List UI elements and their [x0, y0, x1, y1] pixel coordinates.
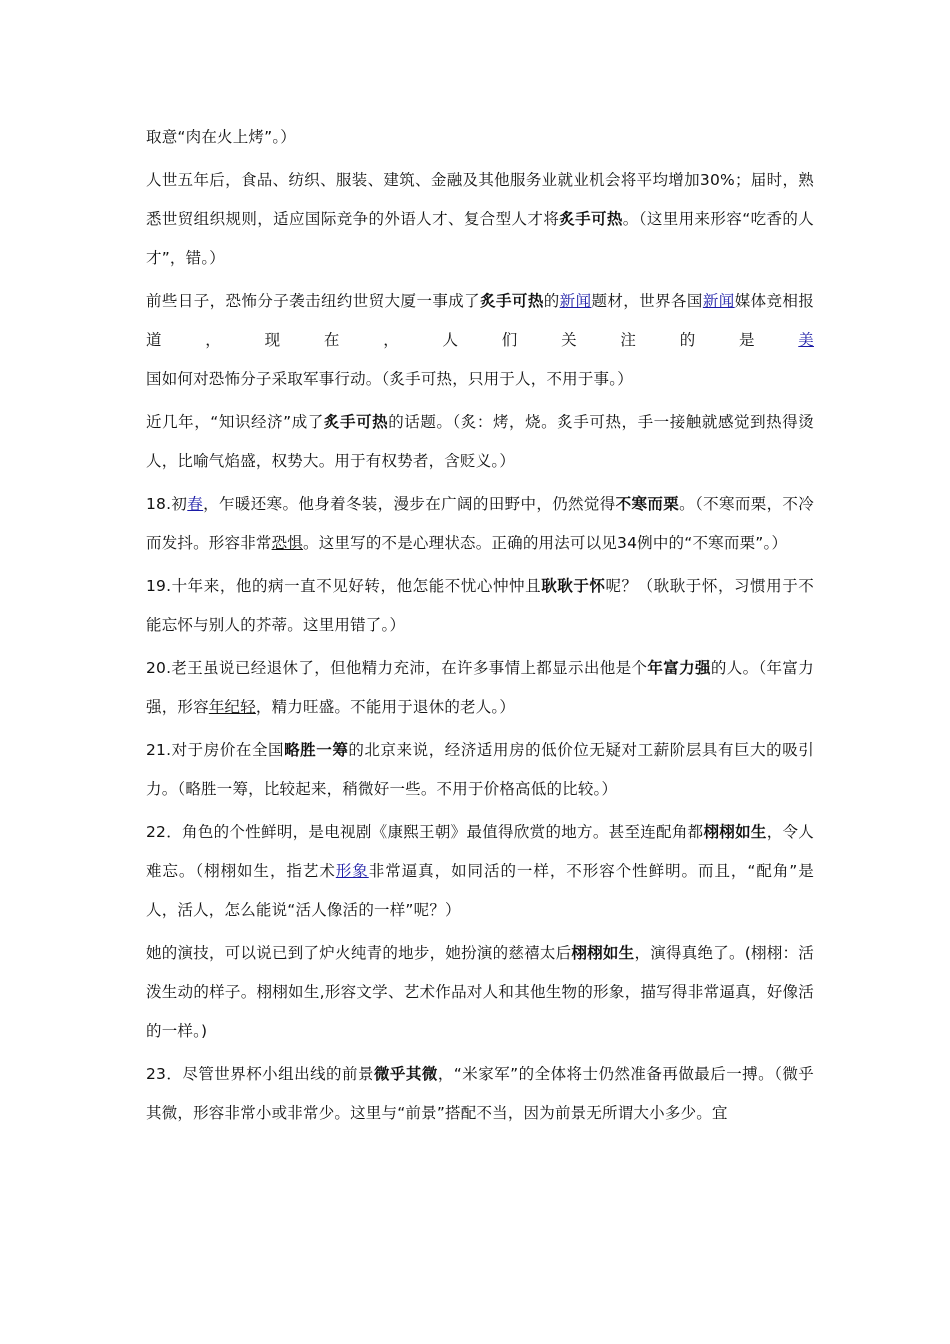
text-run: 。（不寒而栗，不冷而发抖。形容非常 [146, 495, 814, 552]
text-run: 非常逼真，如同活的一样，不形容个性鲜明。而且，“配角”是人，活人，怎么能说“活人像活的一样”呢？） [146, 862, 815, 919]
highlighted-idiom: 栩栩如生 [571, 944, 635, 962]
text-run: 的话题。（炙：烤，烧。炙手可热，手一接触就感觉到热得烫人，比喻气焰盛，权势大。用于有权势者，含贬义。） [146, 413, 815, 470]
text-run: ，令人难忘。（栩栩如生，指艺术 [146, 823, 814, 880]
paragraph [146, 813, 814, 930]
text-run: 呢？（耿耿于怀，习惯用于不能忘怀与别人的芥蒂。这里用错了。） [146, 577, 814, 634]
text-run: 的人。（年富力强，形容 [146, 659, 814, 716]
hyperlink[interactable]: 形象 [335, 862, 369, 880]
text-run: 23．尽管世界杯小组出线的前景 [146, 1065, 374, 1083]
paragraph [146, 649, 814, 727]
text-run: 。（这里用来形容“吃香的人才”，错。） [146, 210, 814, 267]
underlined-text: 年纪轻 [208, 698, 256, 716]
highlighted-idiom: 年富力强 [647, 659, 711, 677]
hyperlink[interactable]: 美 [798, 331, 814, 349]
paragraph [146, 567, 814, 645]
text-run: 21.对于房价在全国 [146, 741, 285, 759]
text-run: 的 [543, 292, 560, 310]
text-run: 22．角色的个性鲜明，是电视剧《康熙王朝》最值得欣赏的地方。甚至连配角都 [146, 823, 704, 841]
document-body [146, 118, 814, 1137]
text-run: 18.初 [146, 495, 188, 513]
text-run: 取意“肉在火上烤”。） [146, 128, 297, 146]
text-run: 近几年，“知识经济”成了 [146, 413, 324, 431]
highlighted-idiom: 炙手可热 [480, 292, 544, 310]
highlighted-idiom: 不寒而栗 [615, 495, 680, 513]
text-run: 前些日子，恐怖分子袭击纽约世贸大厦一事成了 [146, 292, 481, 310]
paragraph [146, 403, 814, 481]
text-run: ，“米家军”的全体将士仍然准备再做最后一搏。（微乎其微，形容非常小或非常少。这里与“前景”搭配不当，因为前景无所谓大小多少。宜 [146, 1065, 814, 1122]
paragraph [146, 118, 814, 157]
text-run: 她的演技，可以说已到了炉火纯青的地步，她扮演的慈禧太后 [146, 944, 572, 962]
paragraph [146, 282, 814, 399]
hyperlink[interactable]: 新闻 [702, 292, 735, 310]
paragraph [146, 1055, 814, 1133]
highlighted-idiom: 微乎其微 [373, 1065, 438, 1083]
underlined-text: 恐惧 [271, 534, 304, 552]
text-run: 20.老王虽说已经退休了，但他精力充沛，在许多事情上都显示出他是个 [146, 659, 648, 677]
paragraph [146, 731, 814, 809]
text-run: 国如何对恐怖分子采取军事行动。（炙手可热，只用于人，不用于事。） [146, 370, 633, 388]
paragraph [146, 934, 814, 1051]
text-run: 人世五年后，食品、纺织、服装、建筑、金融及其他服务业就业机会将平均增加30%；届时，熟悉世贸组织规则，适应国际竞争的外语人才、复合型人才将 [146, 171, 814, 228]
highlighted-idiom: 耿耿于怀 [541, 577, 606, 595]
highlighted-idiom: 略胜一筹 [284, 741, 349, 759]
text-run: ，演得真绝了。(栩栩：活泼生动的样子。栩栩如生,形容文学、艺术作品对人和其他生物的形象，描写得非常逼真，好像活的一样。) [146, 944, 814, 1040]
text-run: 题材，世界各国 [591, 292, 703, 310]
text-run: 。这里写的不是心理状态。正确的用法可以见34例中的“不寒而栗”。） [303, 534, 788, 552]
text-run: ，精力旺盛。不能用于退休的老人。） [255, 698, 516, 716]
paragraph [146, 485, 814, 563]
text-run: 的北京来说，经济适用房的低价位无疑对工薪阶层具有巨大的吸引力。（略胜一筹，比较起来，稍微好一些。不用于价格高低的比较。） [146, 741, 814, 798]
highlighted-idiom: 栩栩如生 [703, 823, 767, 841]
text-run: 媒体竞相报道，现在，人们关注的是 [146, 292, 815, 349]
text-run: 19.十年来，他的病一直不见好转，他怎能不忧心忡忡且 [146, 577, 542, 595]
paragraph [146, 161, 814, 278]
text-run: ，乍暖还寒。他身着冬装，漫步在广阔的田野中，仍然觉得 [203, 495, 616, 513]
hyperlink[interactable]: 春 [187, 495, 204, 513]
highlighted-idiom: 炙手可热 [323, 413, 389, 431]
highlighted-idiom: 炙手可热 [559, 210, 623, 228]
hyperlink[interactable]: 新闻 [559, 292, 592, 310]
